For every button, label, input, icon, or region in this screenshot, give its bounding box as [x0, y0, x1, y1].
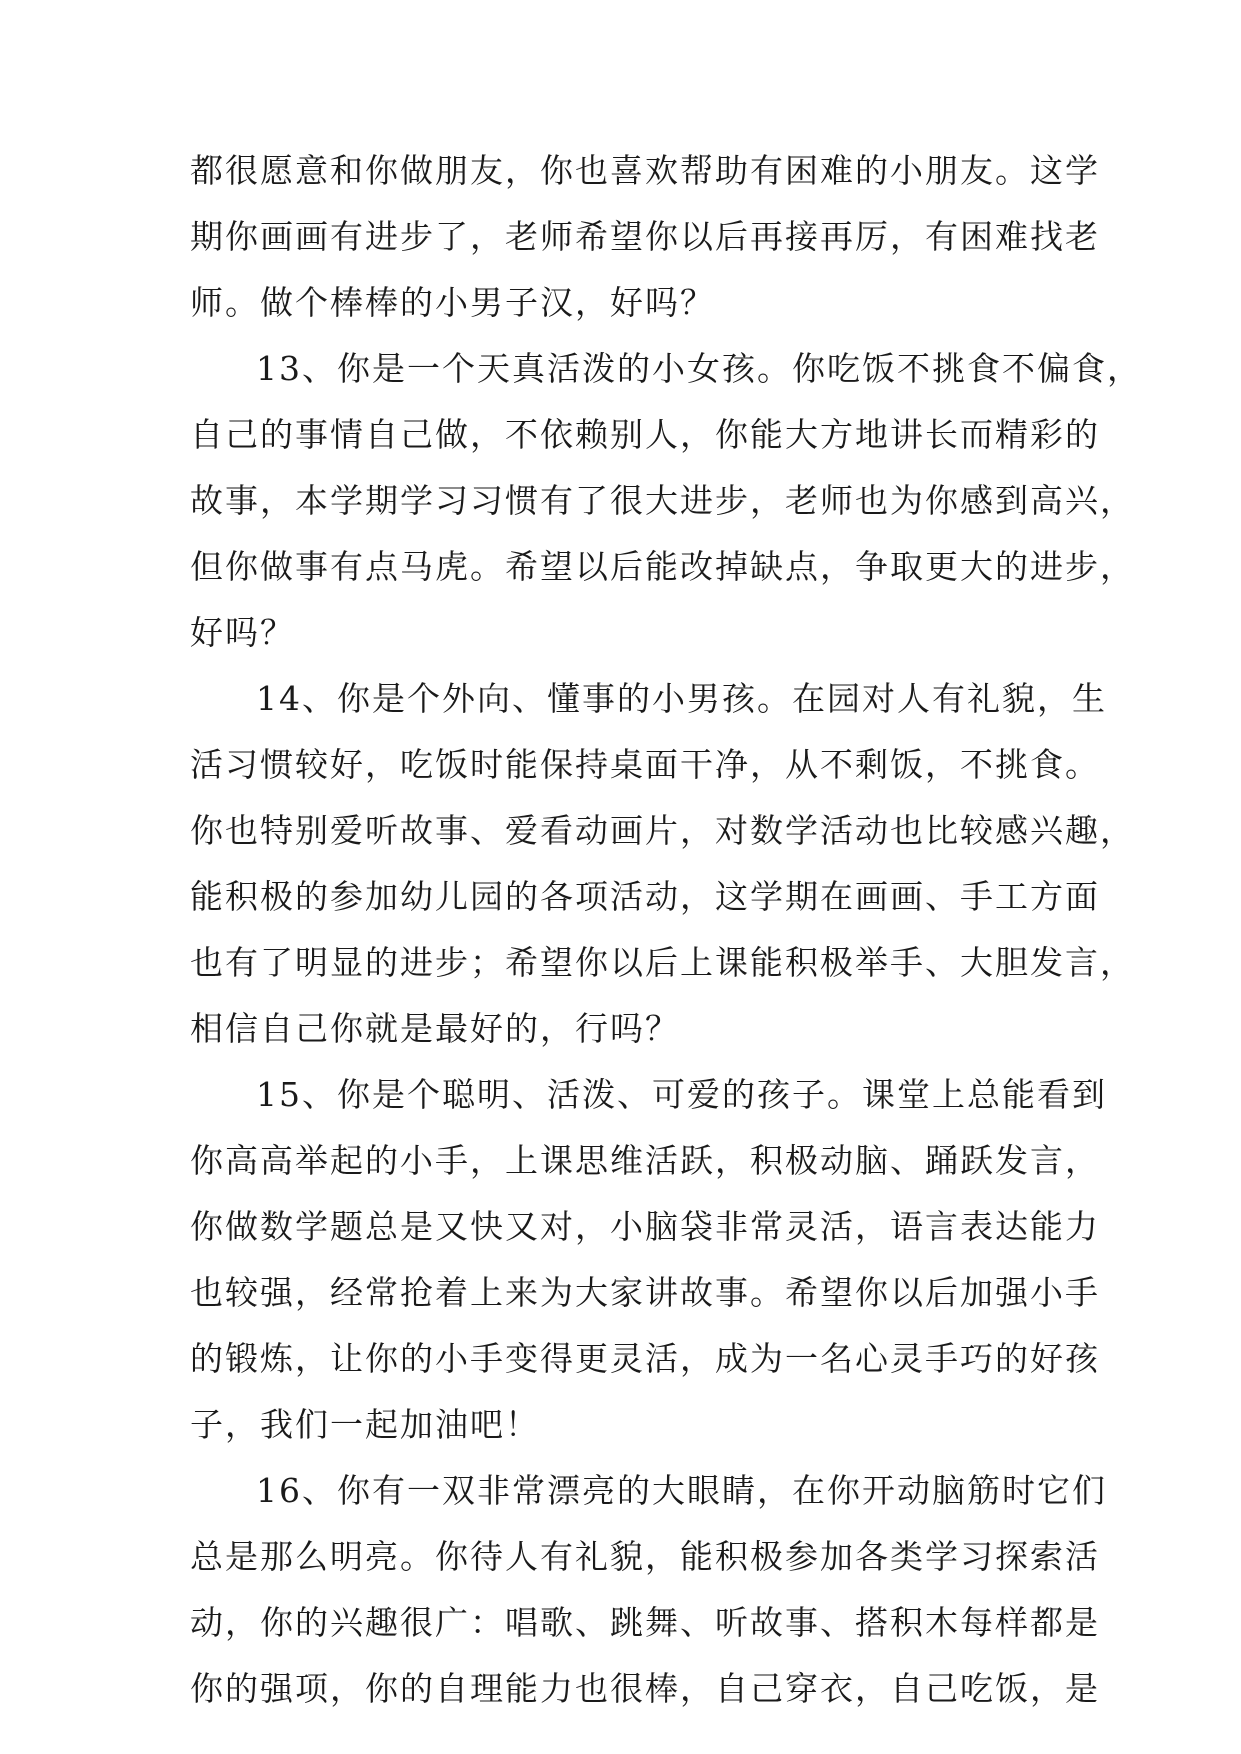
text-line: 也较强，经常抢着上来为大家讲故事。希望你以后加强小手: [190, 1273, 1100, 1312]
text-line: 都很愿意和你做朋友，你也喜欢帮助有困难的小朋友。这学: [190, 151, 1100, 190]
text-line: 你做数学题总是又快又对，小脑袋非常灵活，语言表达能力: [190, 1207, 1100, 1246]
text-line: 你高高举起的小手，上课思维活跃，积极动脑、踊跃发言，: [190, 1141, 1100, 1180]
text-line: 相信自己你就是最好的，行吗？: [190, 1009, 680, 1048]
paragraph-13-first-line: 13、你是一个天真活泼的小女孩。你吃饭不挑食不偏食，: [256, 349, 1142, 388]
text-line: 好吗？: [190, 613, 295, 652]
text-line: 子，我们一起加油吧！: [190, 1405, 540, 1444]
text-line: 你的强项，你的自理能力也很棒，自己穿衣，自己吃饭，是: [190, 1669, 1100, 1708]
text-line: 师。做个棒棒的小男子汉，好吗？: [190, 283, 715, 322]
text-line: 你也特别爱听故事、爱看动画片，对数学活动也比较感兴趣，: [190, 811, 1135, 850]
text-line: 动，你的兴趣很广：唱歌、跳舞、听故事、搭积木每样都是: [190, 1603, 1100, 1642]
paragraph-15-first-line: 15、你是个聪明、活泼、可爱的孩子。课堂上总能看到: [256, 1075, 1107, 1114]
text-line: 的锻炼，让你的小手变得更灵活，成为一名心灵手巧的好孩: [190, 1339, 1100, 1378]
text-line: 总是那么明亮。你待人有礼貌，能积极参加各类学习探索活: [190, 1537, 1100, 1576]
text-line: 期你画画有进步了，老师希望你以后再接再厉，有困难找老: [190, 217, 1100, 256]
text-line: 故事，本学期学习习惯有了很大进步，老师也为你感到高兴，: [190, 481, 1135, 520]
text-line: 能积极的参加幼儿园的各项活动，这学期在画画、手工方面: [190, 877, 1100, 916]
text-line: 自己的事情自己做，不依赖别人，你能大方地讲长而精彩的: [190, 415, 1100, 454]
paragraph-16-first-line: 16、你有一双非常漂亮的大眼睛，在你开动脑筋时它们: [256, 1471, 1107, 1510]
text-line: 但你做事有点马虎。希望以后能改掉缺点，争取更大的进步，: [190, 547, 1135, 586]
text-line: 也有了明显的进步；希望你以后上课能积极举手、大胆发言，: [190, 943, 1135, 982]
paragraph-14-first-line: 14、你是个外向、懂事的小男孩。在园对人有礼貌，生: [256, 679, 1107, 718]
text-line: 活习惯较好，吃饭时能保持桌面干净，从不剩饭，不挑食。: [190, 745, 1100, 784]
